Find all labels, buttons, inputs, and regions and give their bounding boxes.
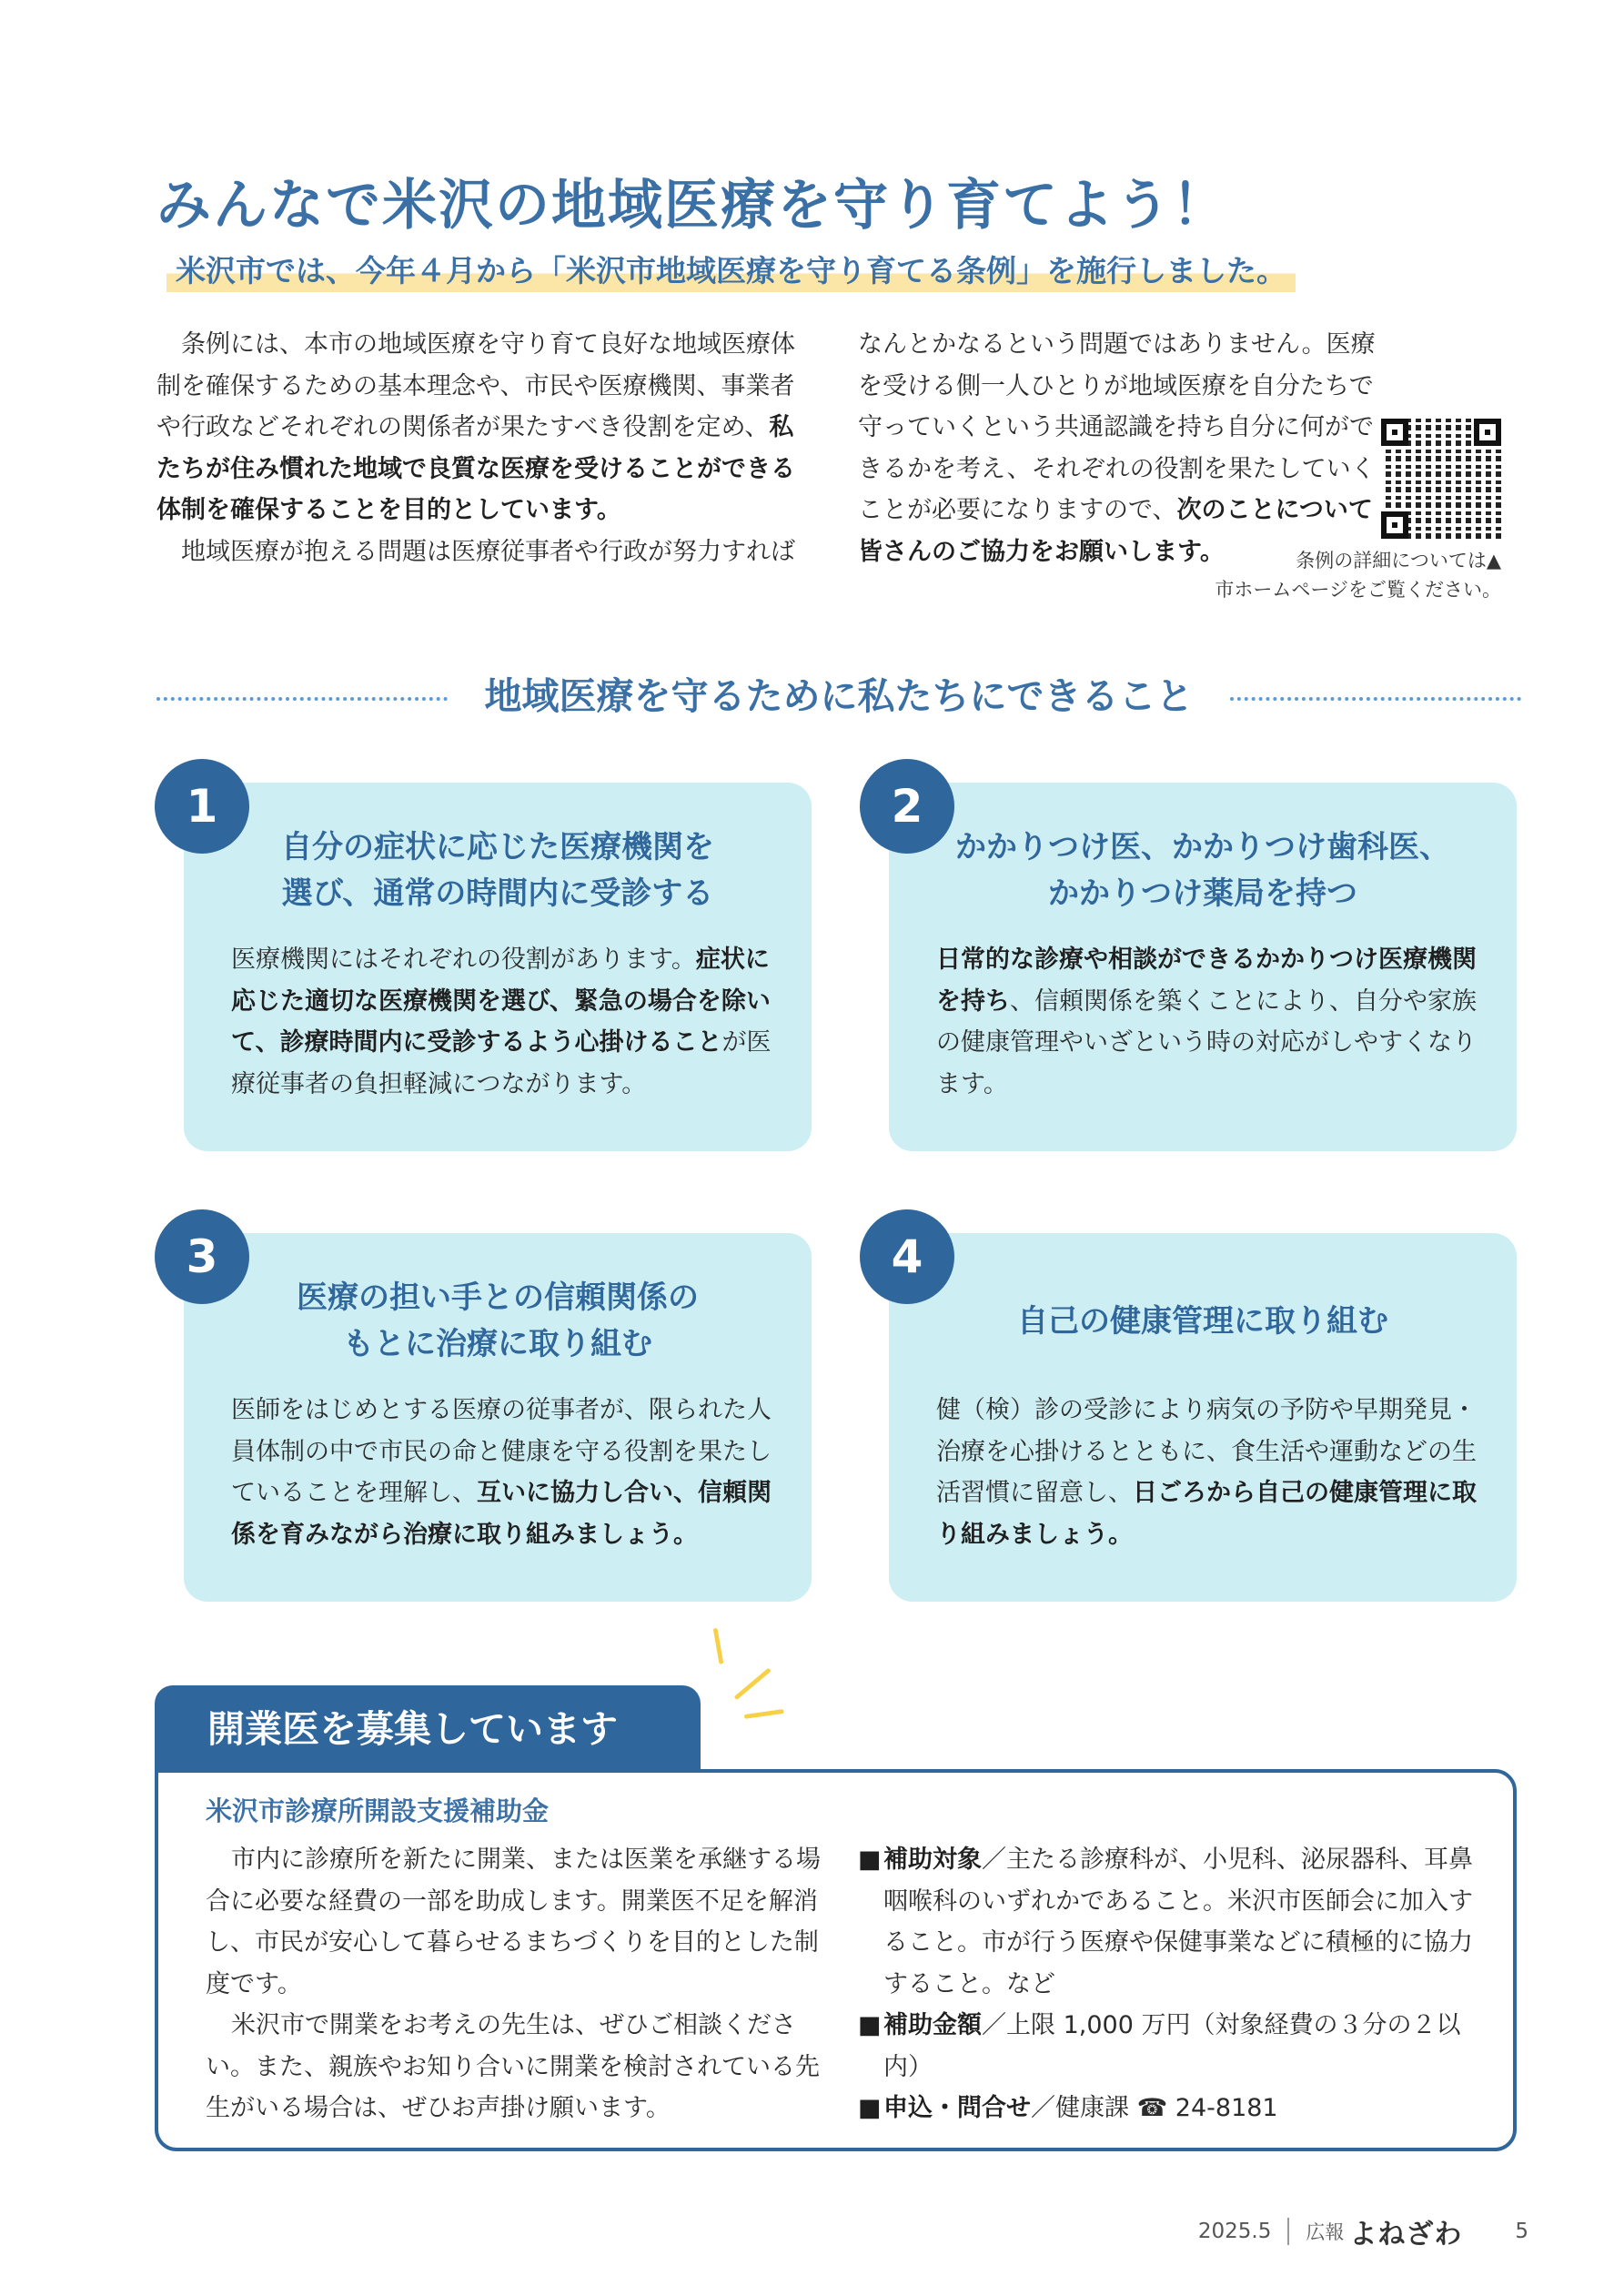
card-number-badge: 1 [155,759,249,854]
page-footer [1092,2213,1528,2250]
card-body: 健（検）診の受診により病気の予防や早期発見・治療を心掛けるとともに、食生活や運動などの生活習慣に留意し、日ごろから自己の健康管理に取り組みましょう。 [936,1396,1477,1549]
sparkle-accent [713,1628,724,1664]
recruit-details [858,1839,1495,2129]
recruit-item-contact: ■ 申込・問合せ／健康課 ☎ 24-8181 [858,2094,1278,2122]
qr-caption: 条例の詳細については▲ 市ホームページをご覧ください。 [1215,550,1501,601]
intro-emphasis-2: 次のことについて皆さんのご協力をお願いします。 [858,496,1373,566]
recruit-item-amount: ■ 補助金額／上限 1,000 万円（対象経費の３分の２以内） [858,2011,1461,2081]
action-card-4 [889,1233,1517,1602]
card-body: 日常的な診療や相談ができるかかりつけ医療機関を持ち、信頼関係を築くことにより、自分や家族の健康管理やいざという時の対応がしやすくなります。 [936,946,1477,1098]
sparkle-accent [744,1709,784,1719]
section-heading: 地域医療を守るために私たちにできること [484,674,1194,718]
recruit-description [206,1839,824,2129]
magazine-label: 広報 [1306,2221,1345,2243]
subtitle-banner [166,248,1296,292]
intro-paragraph-1: 条例には、本市の地域医療を守り育て良好な地域医療体制を確保するための基本理念や、市民や医療機関、事業者や行政などそれぞれの関係者が果たすべき役割を定め、私たちが住み慣れた地域で良質な医療を受けることができる体制を確保することを目的としています。 [156,330,795,524]
card-body: 医療機関にはそれぞれの役割があります。症状に応じた適切な医療機関を選び、緊急の場合を除いて、診療時間内に受診するよう心掛けることが医療従事者の負担軽減につながります。 [231,946,772,1098]
intro-paragraph-2-cont: なんとかなるという問題ではありません。医療を受ける側一人ひとりが地域医療を自分たちで守っていくという共通認識を持ち自分に何ができるかを考え、それぞれの役割を果たしていくことが必要になりますので、次のことについて皆さんのご協力をお願いします。 [858,330,1376,566]
intro-left-column [156,324,810,572]
recruit-header-tab [155,1685,701,1773]
card-number-badge: 4 [860,1209,954,1304]
recruit-subtitle: 米沢市診療所開設支援補助金 [206,1795,550,1826]
intro-emphasis-1: 私たちが住み慣れた地域で良質な医療を受けることができる体制を確保することを目的としています。 [156,413,795,524]
card-title: 自己の健康管理に取り組む [1017,1303,1388,1340]
card-number-badge: 3 [155,1209,249,1304]
card-title: かかりつけ医、かかりつけ歯科医、 かかりつけ薬局を持つ [955,829,1450,912]
sparkle-accent [733,1667,772,1700]
recruit-title: 開業医を募集しています [207,1707,618,1751]
card-number-badge: 2 [860,759,954,854]
subtitle: 米沢市では、今年４月から「米沢市地域医療を守り育てる条例」を施行しました。 [166,248,1296,292]
issue-date: 2025.5 [1197,2220,1272,2243]
dotted-divider-right [1230,697,1521,701]
card-title: 医療の担い手との信頼関係の もとに治療に取り組む [297,1279,699,1362]
action-card-3 [184,1233,812,1602]
action-card-2 [889,783,1517,1151]
card-title: 自分の症状に応じた医療機関を 選び、通常の時間内に受診する [281,829,714,912]
qr-code-icon[interactable] [1381,419,1501,539]
page-title: みんなで米沢の地域医療を守り育てよう！ [156,174,1228,238]
dotted-divider-left [156,697,448,701]
section-heading-row [156,669,1521,723]
recruit-paragraph-2: 米沢市で開業をお考えの先生は、ぜひご相談ください。また、親族やお知り合いに開業を検討されている先生がいる場合は、ぜひお声掛け願います。 [206,2011,820,2122]
action-card-1 [184,783,812,1151]
page-number: 5 [1515,2220,1528,2243]
recruit-item-target: ■ 補助対象／主たる診療科が、小児科、泌尿器科、耳鼻咽喉科のいずれかであること。米沢市医師会に加入すること。市が行う医療や保健事業などに積極的に協力すること。など [858,1846,1473,1998]
recruit-paragraph-1: 市内に診療所を新たに開業、または医業を承継する場合に必要な経費の一部を助成します。開業医不足を解消し、市民が安心して暮らせるまちづくりを目的とした制度です。 [206,1846,821,1998]
footer-separator [1287,2218,1289,2245]
intro-paragraph-2-start: 地域医療が抱える問題は医療従事者や行政が努力すれば [181,537,795,566]
magazine-logo: よねざわ [1349,2219,1463,2250]
card-body: 医師をはじめとする医療の従事者が、限られた人員体制の中で市民の命と健康を守る役割を果たしていることを理解し、互いに協力し合い、信頼関係を育みながら治療に取り組みましょう。 [231,1396,772,1549]
